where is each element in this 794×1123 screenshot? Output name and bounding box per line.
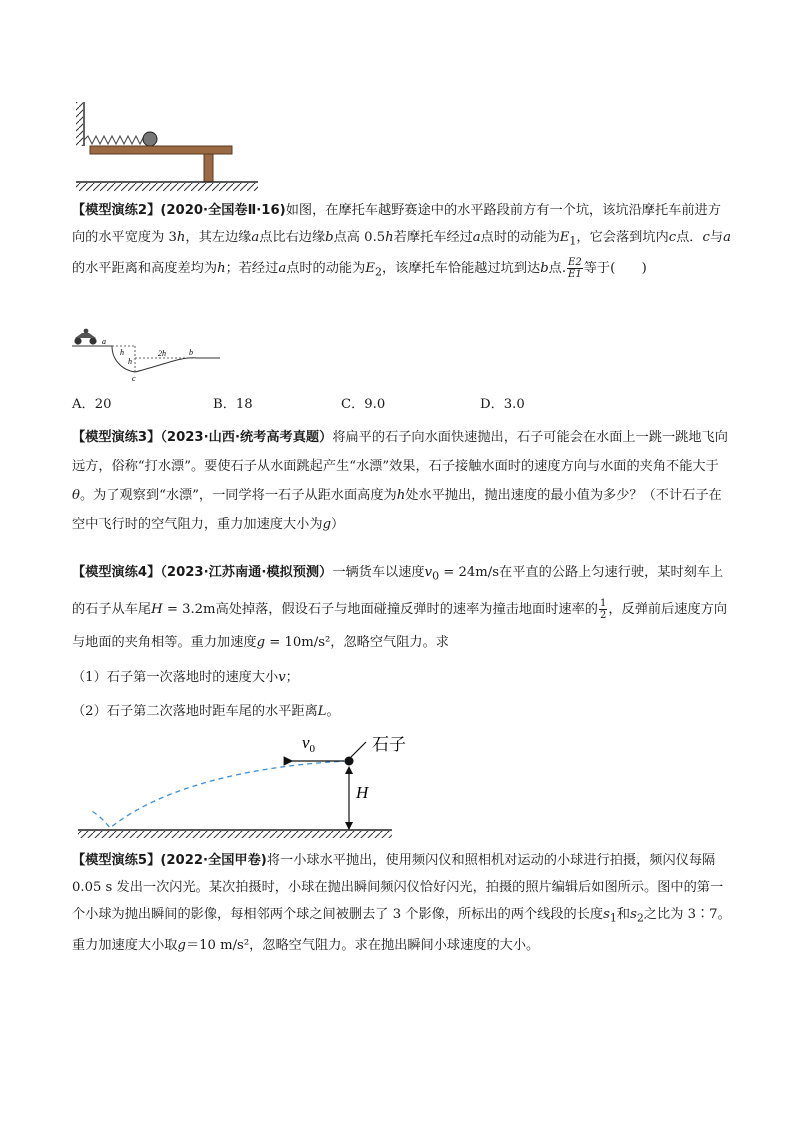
option-a[interactable]: A．20	[72, 397, 112, 412]
pit-outline	[112, 346, 197, 372]
height-arrow-head-bottom	[345, 822, 353, 830]
ground-hatch	[78, 831, 392, 838]
label-stone: 石子	[372, 735, 406, 754]
option-b[interactable]: B．18	[213, 397, 253, 412]
motorcycle-icon	[74, 329, 96, 345]
problem-4-source: （2023·江苏南通·模拟预测）	[160, 565, 333, 580]
half-fraction: $\frac{1}{2}$	[600, 597, 607, 621]
pit-figure	[72, 328, 222, 384]
stone-trajectory-figure	[72, 728, 406, 840]
problem-5-source: (2022·全国甲卷)	[160, 853, 267, 868]
ground-hatch	[76, 183, 258, 191]
label-v0: $v_0$	[302, 733, 316, 755]
problem-4-question-1: （1）石子第一次落地时的速度大小v；	[72, 670, 299, 685]
option-d[interactable]: D．3.0	[480, 397, 525, 412]
problem-2-tag: 【模型演练2】	[72, 203, 161, 218]
label-a: a	[102, 337, 106, 346]
label-h-side: h	[128, 357, 132, 366]
problem-4: 【模型演练4】（2023·江苏南通·模拟预测）一辆货车以速度$v_0 = 24m/s$在平直的公路上匀速行驶，某时刻车上的石子从车尾H = 3.2m高处掉落，假设石子与地面碰撞反弹时的速率为撞击地面时速率的 $\frac{1}{2}$ ，反弹前后速度方向与地面的夹角相等。重力加速度g = 10m/s²，忽略空气阻力。求	[72, 565, 728, 650]
spring-table-figure	[72, 100, 262, 195]
spring	[84, 136, 151, 144]
table-top	[90, 146, 232, 154]
problem-3-source: （2023·山西·统考高考真题）	[160, 430, 333, 445]
stone-pointer	[351, 742, 366, 757]
energy-ratio-fraction: $\frac{E2}{E1}$	[568, 256, 582, 280]
problem-5: 【模型演练5】(2022·全国甲卷)将一小球水平抛出，使用频闪仪和照相机对运动的小球进行拍摄，频闪仪每隔 0.05 s 发出一次闪光。某次拍摄时，小球在抛出瞬间频闪仪恰好闪光，拍摄的照片编辑后如图所示。图中的第一个小球为抛出瞬间的影像，每相邻两个球之间被删去了 3 个影像，所标出的两个线段的长度$s_1$和$s_2$之比为 3∶7。重力加速度大小取g＝10 m/s²，忽略空气阻力。求在抛出瞬间小球速度的大小。	[72, 853, 731, 953]
label-b: b	[189, 348, 193, 357]
problem-2: 【模型演练2】(2020·全国卷Ⅱ·16)如图，在摩托车越野赛途中的水平路段前方有一个坑，该坑沿摩托车前进方向的水平宽度为 3h，其左边缘a点比右边缘b点高 0.5h若摩托车经过a点时的动能为$E_1$，它会落到坑内c点．c与a的水平距离和高度差均为h；若经过a点时的动能为$E_2$，该摩托车恰能越过坑到达b点. $\frac{E2}{E1}$ 等于( )	[72, 203, 731, 280]
ball	[143, 132, 157, 146]
label-2h: 2h	[158, 349, 166, 358]
label-H: H	[356, 783, 369, 802]
label-h-top: h	[120, 348, 124, 357]
table-leg	[204, 154, 213, 182]
stone	[345, 757, 354, 766]
problem-2-source: (2020·全国卷Ⅱ·16)	[160, 203, 286, 218]
label-c: c	[132, 374, 136, 383]
problem-3-tag: 【模型演练3】	[72, 430, 161, 445]
height-arrow-head-top	[345, 766, 353, 774]
problem-5-tag: 【模型演练5】	[72, 853, 161, 868]
option-c[interactable]: C．9.0	[341, 397, 386, 412]
problem-4-question-2: （2）石子第二次落地时距车尾的水平距离L。	[72, 704, 340, 719]
problem-3: 【模型演练3】（2023·山西·统考高考真题）将扁平的石子向水面快速抛出，石子可能会在水面上一跳一跳地飞向远方，俗称“打水漂”。要使石子从水面跳起产生“水漂”效果，石子接触水面时的速度方向与水面的夹角不能大于θ。为了观察到“水漂”，一同学将一石子从距水面高度为h处水平抛出，抛出速度的最小值为多少？（不计石子在空中飞行时的空气阻力，重力加速度大小为g）	[72, 430, 728, 532]
trajectory	[90, 761, 348, 828]
problem-4-tag: 【模型演练4】	[72, 565, 161, 580]
wall-hatch	[76, 102, 83, 146]
